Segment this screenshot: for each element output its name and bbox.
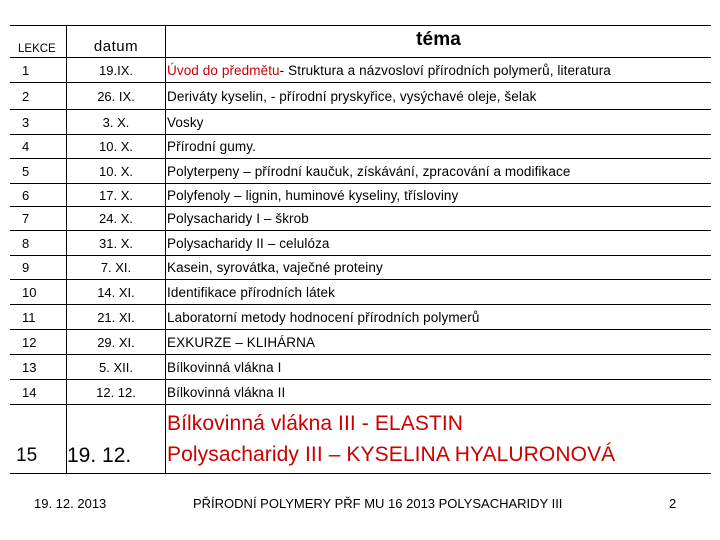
header-lekce: LEKCE [18,43,56,55]
table-row [10,83,711,110]
lesson-number: 7 [22,211,30,226]
table-row [10,256,711,280]
lesson-date: 12. 12. [96,384,136,400]
lesson-topic: Laboratorní metody hodnocení přírodních polymerů [167,309,480,325]
lesson-number: 14 [22,384,37,400]
lesson-topic [166,58,712,82]
footer-date: 19. 12. 2013 [34,496,107,511]
lesson-number: 3 [22,114,30,130]
table-row [10,159,711,184]
lesson-topic: Polysacharidy II – celulóza [167,235,330,251]
table-row [10,184,711,207]
lesson-number: 10 [22,284,37,300]
lesson-date: 24. X. [99,211,133,226]
lesson-date: 10. X. [99,163,133,179]
lesson-topic: Polyterpeny – přírodní kaučuk, získávání, zpracování a modifikace [167,163,571,179]
lesson-date: 21. XI. [97,309,135,325]
lesson-date: 3. X. [102,114,130,130]
lesson-topic: Bílkovinná vlákna I [167,359,282,375]
lesson-number: 9 [22,260,30,275]
lesson-topic-text: - Struktura a názvosloví přírodních polymerů, literatura [279,62,611,78]
lesson-number: 12 [22,334,37,350]
lesson-topic: Kasein, syrovátka, vaječné proteiny [167,260,383,275]
table-row [10,355,711,380]
lesson-number: 1 [22,62,30,78]
lesson-topic-line1: Bílkovinná vlákna III - ELASTIN [167,412,464,435]
lesson-number: 8 [22,235,30,251]
lesson-date: 17. X. [99,187,133,203]
lesson-date: 14. XI. [97,284,135,300]
header-tema: téma [416,29,461,50]
lesson-date: 29. XI. [97,334,135,350]
lesson-topic [166,405,712,473]
lesson-date: 19. 12. [67,444,132,467]
syllabus-table [10,25,711,474]
lesson-number: 5 [22,163,30,179]
lesson-topic-line2: Polysacharidy III – KYSELINA HYALURONOVÁ [167,443,616,466]
lesson-number: 11 [22,309,36,325]
lesson-topic: Deriváty kyselin, - přírodní pryskyřice, vysýchavé oleje, šelak [167,88,537,104]
footer-title: PŘÍRODNÍ POLYMERY PŘF MU 16 2013 POLYSACHARIDY III [193,496,563,511]
lesson-topic: Identifikace přírodních látek [167,284,335,300]
lesson-number: 2 [22,88,30,104]
lesson-date: 5. XII. [99,359,133,375]
lesson-date: 10. X. [99,139,133,154]
table-row-current [10,405,711,473]
lesson-number: 4 [22,139,30,154]
lesson-number: 6 [22,187,30,203]
table-header [10,26,711,58]
table-row [10,280,711,305]
table-row [10,305,711,330]
table-row [10,231,711,256]
header-datum: datum [93,38,139,55]
table-row [10,207,711,231]
lesson-number: 15 [16,445,38,466]
table-row [10,380,711,405]
lesson-date: 26. IX. [97,88,135,104]
lesson-topic: Vosky [167,114,204,130]
page-number: 2 [669,496,677,511]
lesson-topic: EXKURZE – KLIHÁRNA [167,334,316,350]
lesson-date: 31. X. [99,235,133,251]
table-row [10,58,711,83]
lesson-date: 7. XI. [100,260,132,275]
table-row [10,110,711,135]
lesson-topic: Polysacharidy I – škrob [167,211,309,226]
lesson-date: 19.IX. [99,62,133,78]
lesson-topic-highlight: Úvod do předmětu [167,62,280,78]
table-row [10,135,711,159]
lesson-topic: Bílkovinná vlákna II [167,384,286,400]
lesson-number: 13 [22,359,37,375]
lesson-topic: Přírodní gumy. [167,139,256,154]
lesson-topic: Polyfenoly – lignin, huminové kyseliny, třísloviny [167,187,459,203]
table-row [10,330,711,355]
